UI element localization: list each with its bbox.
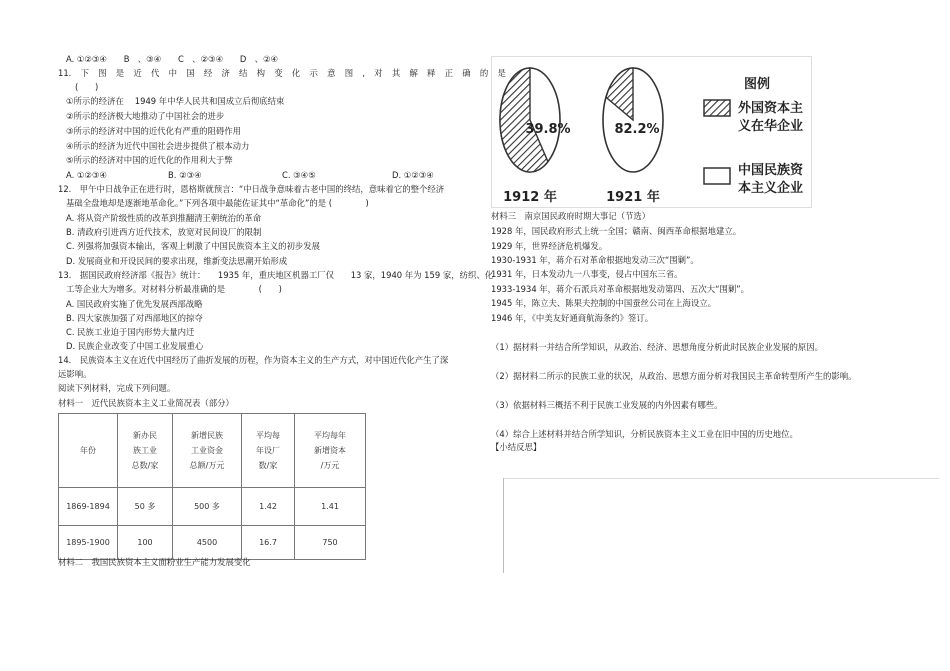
q11-stem-char: 构: [256, 68, 266, 78]
q12-line-2: 基础全盘地却是逐渐地革命化。”下列各项中最能佐证其中“革命化”的是 ( ): [66, 198, 369, 208]
table-cell: 500 多: [173, 488, 242, 526]
q14-line-2: 远影响。: [58, 369, 92, 379]
pie-chart-svg: [492, 57, 811, 207]
q12-line-1: 12. 甲午中日战争正在进行时，恩格斯就预言：“中日战争意味着古老中国的终结，意味着它的整个经济: [58, 184, 445, 194]
legend-label-foreign-1: 外国资本主: [738, 101, 804, 116]
legend-label-domestic-2: 本主义企业: [738, 181, 804, 196]
q11-option-a: A. ①②③④: [66, 170, 107, 180]
pie-value-label: 39.8%: [525, 122, 571, 137]
q11-stem-char: 是: [115, 68, 125, 78]
q14-instruction: 阅读下列材料，完成下列问题。: [58, 383, 176, 393]
q13-option-c: C. 民族工业迫于国内形势大量内迁: [66, 327, 195, 337]
q11-stem-char: 意: [327, 68, 336, 78]
q11-stem-char: 是: [497, 68, 506, 78]
q11-stem-char: 图: [98, 68, 107, 78]
table-cell: 4500: [173, 526, 242, 560]
q11-stem-char: 示: [309, 68, 318, 78]
q11-option-c: C. ③④⑤: [282, 170, 316, 180]
pie-year-label: 1921 年: [606, 190, 660, 205]
q11-stem-char: 对: [374, 68, 383, 78]
question-4: （4）综合上述材料并结合所学知识，分析民族资本主义工业在旧中国的历史地位。: [491, 429, 798, 439]
legend-title: 图例: [744, 77, 771, 92]
event-item: 1929 年，世界经济危机爆发。: [491, 241, 608, 251]
pie-year-label: 1912 年: [503, 190, 557, 205]
event-item: 1945 年，陈立夫、陈果夫控制的中国蚕丝公司在上海设立。: [491, 298, 716, 308]
answer-box-left-border: [503, 478, 504, 573]
question-2: （2）据材料二所示的民族工业的状况，从政治、思想方面分析对我国民主革命转型所产生的影响。: [491, 371, 857, 381]
question-1: （1）据材料一并结合所学知识，从政治、经济、思想角度分析此时民族企业发展的原因。: [491, 342, 823, 352]
q11-stem-char: 中: [168, 68, 177, 78]
q13-line-1: 13. 据国民政府经济部《报告》统计： 1935 年，重庆地区机器工厂仅 13 家，1940 年为 159 家，纺织、化: [58, 270, 494, 280]
table-cell: 50 多: [118, 488, 173, 526]
table-row: [59, 488, 366, 526]
q11-stem-char: ,: [362, 68, 365, 78]
event-item: 1933-1934 年，蒋介石派兵对革命根据地发动第四、五次大“围剿”。: [491, 284, 749, 294]
table-cell: 1.42: [242, 488, 295, 526]
table-cell: 16.7: [242, 526, 295, 560]
q13-option-b: B. 四大家族加强了对西部地区的掠夺: [66, 313, 203, 323]
pie-value-label: 82.2%: [614, 122, 660, 137]
q11-item-3: ③所示的经济对中国的近代化有严重的阻碍作用: [66, 126, 242, 136]
legend-label-domestic-1: 中国民族资: [738, 163, 804, 178]
table-header-row: [59, 414, 366, 488]
q12-option-d: D. 发展商业和开设民间的要求出现，维新变法思潮开始形成: [66, 256, 288, 266]
table-cell: 1869-1894: [59, 488, 118, 526]
q11-option-d: D. ①②③④: [392, 170, 434, 180]
legend-swatch-foreign: [704, 100, 730, 116]
q11-stem-char: 济: [221, 68, 230, 78]
q13-line-2: 工等企业大为增多。对材料分析最准确的是 ( ): [66, 284, 282, 294]
q11-stem-char: 确: [462, 68, 471, 78]
q10-options: A. ①②③④ B 、③④ C 、②③④ D 、②④: [66, 54, 279, 64]
table-header-cell: 新增民族 工业资金 总额/万元: [173, 414, 242, 488]
q12-option-c: C. 列强将加强资本输出，客观上刺激了中国民族资本主义的初步发展: [66, 241, 321, 251]
q11-stem-char: 的: [479, 68, 489, 78]
q11-option-b: B. ②③④: [168, 170, 202, 180]
q11-stem-char: 图: [344, 68, 354, 78]
answer-box-top-border: [503, 478, 939, 479]
event-item: 1930-1931 年，蒋介石对革命根据地发动三次“围剿”。: [491, 255, 699, 265]
material-2-title: 材料二 我国民族资本主义面粉业生产能力发展变化: [58, 557, 251, 567]
q11-stem: [58, 68, 506, 79]
q11-stem-char: 化: [291, 68, 301, 78]
q11-item-4: ④所示的经济为近代中国社会进步提供了根本动力: [66, 141, 250, 151]
legend-label-foreign-2: 义在华企业: [738, 119, 804, 134]
q12-option-a: A. 将从资产阶级性质的改革到推翻清王朝统治的革命: [66, 213, 262, 223]
q11-stem-char: 代: [151, 68, 160, 78]
q14-line-1: 14. 民族资本主义在近代中国经历了曲折发展的历程，作为资本主义的生产方式，对中国近代化产生了深: [58, 355, 449, 365]
question-3: （3）依据材料三概括不利于民族工业发展的内外因素有哪些。: [491, 400, 723, 410]
q11-item-1: ①所示的经济在 1949 年中华人民共和国成立后彻底结束: [66, 96, 285, 106]
event-item: 1931 年，日本发动九一八事变，侵占中国东三省。: [491, 269, 683, 279]
q11-stem-char: 释: [427, 68, 436, 78]
table-cell: 1895-1900: [59, 526, 118, 560]
q11-stem-char: 其: [391, 68, 401, 78]
q11-stem-char: 正: [444, 68, 454, 78]
material-3-title: 材料三 南京国民政府时期大事记（节选）: [491, 211, 651, 221]
q12-option-b: B. 清政府引进西方近代技术，放宽对民间设厂的限制: [66, 227, 262, 237]
pie-chart-figure: [491, 56, 812, 208]
table-cell: 1.41: [295, 488, 366, 526]
q13-option-a: A. 国民政府实施了优先发展西部战略: [66, 299, 203, 309]
table-header-cell: 平均每 年设厂 数/家: [242, 414, 295, 488]
q11-stem-char: 11.: [58, 68, 72, 78]
q13-option-d: D. 民族企业改变了中国工业发展重心: [66, 341, 204, 351]
q11-stem-char: 变: [274, 68, 283, 78]
event-item: 1928 年，国民政府形式上统一全国；赣南、闽西革命根据地建立。: [491, 226, 742, 236]
q11-paren: ( ): [75, 82, 99, 92]
q11-stem-char: 解: [409, 68, 418, 78]
q11-item-2: ②所示的经济极大地推动了中国社会的进步: [66, 111, 225, 121]
q11-stem-char: 近: [133, 68, 142, 78]
summary-label: 【小结反思】: [491, 442, 542, 452]
table-header-cell: 新办民 族工业 总数/家: [118, 414, 173, 488]
table-header-cell: 年份: [59, 414, 118, 488]
q11-item-5: ⑤所示的经济对中国的近代化的作用利大于弊: [66, 155, 233, 165]
table-header-cell: 平均每年 新增资本 /万元: [295, 414, 366, 488]
q11-stem-char: 经: [203, 68, 213, 78]
material-1-title: 材料一 近代民族资本主义工业简况表（部分）: [58, 398, 234, 408]
table-cell: 750: [295, 526, 366, 560]
industry-table: [58, 413, 366, 560]
table-row: [59, 526, 366, 560]
table-cell: 100: [118, 526, 173, 560]
q11-stem-char: 国: [186, 68, 195, 78]
legend-swatch-domestic: [704, 168, 730, 184]
q11-stem-char: 下: [80, 68, 89, 78]
event-item: 1946 年，《中美友好通商航海条约》签订。: [491, 313, 654, 323]
q11-stem-char: 结: [239, 68, 248, 78]
